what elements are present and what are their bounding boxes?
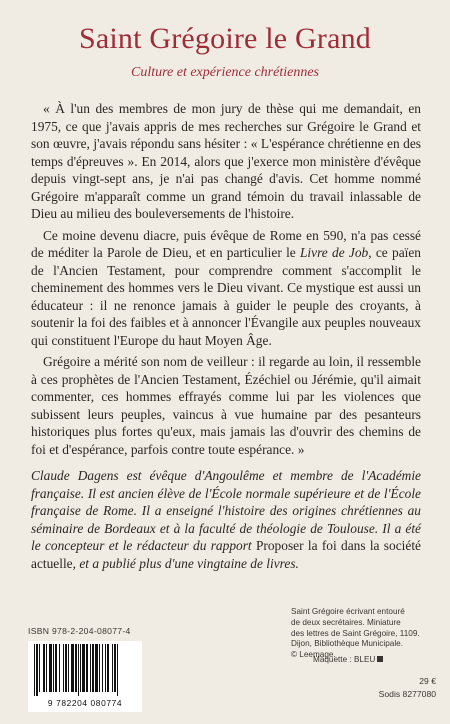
barcode-bar — [65, 644, 67, 692]
barcode-bar — [43, 644, 45, 692]
barcode-bar — [71, 644, 74, 692]
barcode-bar — [34, 644, 35, 696]
blurb-paragraph-1: « À l'un des membres de mon jury de thèse qui me demandait, en 1975, ce que j'avais appris de mes recherches sur Grégoire le Grand et son œuvre, j'avais répondu sans hésiter : « L'espérance chrétienne en des temps d'épreuves ». En 2014, alors que j'exerce mon ministère d'évêque depuis vingt-sept ans, je n'ai pas changé d'avis. Cet homme nommé Grégoire m'apparaît comme un grand témoin du travail inlassable de Dieu au milieu des bouleversements de l'histoire. — [31, 101, 421, 221]
barcode-bar — [102, 644, 103, 692]
barcode-bar — [80, 644, 81, 692]
author-bio-text-1: Claude Dagens est évêque d'Angoulême et membre de l'Académie française. Il est ancien élève de l'École normale supérieure et de l'École française de Rome. Il a enseigné l'histoire des origines chrétiennes au séminaire de Bordeaux et à la faculté de théologie de Toulouse. Il a été le concepteur et le rédacteur du rapport — [31, 468, 421, 553]
caption-line-5: © Leemage. — [291, 650, 336, 660]
barcode-bar — [114, 644, 116, 692]
barcode-bar — [107, 644, 109, 692]
square-icon — [377, 656, 383, 662]
book-subtitle: Culture et expérience chrétiennes — [130, 65, 319, 80]
caption-line-4: Dijon, Bibliothèque Municipale. — [291, 639, 403, 649]
sodis-code: Sodis 8277080 — [378, 689, 436, 699]
barcode-bar — [63, 644, 64, 692]
barcode-bar — [36, 644, 38, 696]
author-bio-text-2: , et a publié plus d'une vingtaine de livres. — [72, 555, 299, 571]
barcode-bar — [49, 644, 52, 692]
barcode-bar — [86, 644, 88, 692]
barcode-bar — [68, 644, 69, 692]
barcode-bar — [55, 644, 57, 692]
barcode-bar — [117, 644, 118, 696]
barcode-bar — [46, 644, 47, 692]
barcode — [28, 641, 142, 712]
price: 29 € — [419, 676, 436, 686]
barcode-bar — [82, 644, 85, 692]
blurb-paragraph-2 — [31, 227, 421, 350]
barcode-bar — [99, 644, 100, 692]
blurb — [31, 100, 421, 462]
barcode-bar — [92, 644, 94, 692]
barcode-bar — [78, 644, 79, 696]
author-bio — [31, 467, 421, 572]
barcode-bar — [105, 644, 106, 692]
illustration-caption — [291, 607, 441, 661]
barcode-bar — [53, 644, 54, 692]
barcode-bar — [59, 644, 60, 692]
maquette-credit — [313, 655, 383, 664]
blurb-paragraph-3: Grégoire a mérité son nom de veilleur : il regarde au loin, il ressemble à ces prophètes de l'Ancien Testament, Ézéchiel ou Jérémie, qu'il aimait commenter, ces hommes effrayés comme lui par les violences que subissent leurs peuples, vaincus à vue humaine par des pesanteurs historiques plus fortes qu'eux, mais jamais las d'ouvrir des chemins de foi et d'espérance, parfois contre toute espérance. » — [31, 354, 421, 457]
blurb-book-reference: Livre de Job — [299, 245, 369, 260]
barcode-digits: 9 782204 080774 — [47, 698, 123, 708]
barcode-bar — [90, 644, 91, 692]
book-title: Saint Grégoire le Grand — [78, 22, 371, 55]
maquette-credit-text: Maquette : BLEU — [313, 655, 376, 664]
author-bio-report-title: Proposer la foi dans la société actuelle — [31, 538, 421, 571]
blurb-paragraph-2-start: Ce moine devenu diacre, puis évêque de Rome en 590, n'a pas cessé de méditer la Parole de Dieu, et en particulier le — [31, 227, 421, 260]
barcode-bar — [39, 644, 40, 692]
barcode-bar — [112, 644, 113, 692]
barcode-bar — [75, 644, 77, 692]
caption-line-2: de deux secrétaires. Miniature — [291, 617, 401, 627]
barcode-bar — [95, 644, 98, 692]
caption-line-1: Saint Grégoire écrivant entouré — [291, 607, 405, 616]
blurb-paragraph-2-end: , ce païen de l'Ancien Testament, pour comprendre comment s'accomplit le cheminement des hommes vers le Dieu vivant. Ce mystique est aussi un éducateur : il ne renonce jamais à guider le peuple des croyants, à soutenir la foi des faibles et à annoncer l'Évangile aux peuples nouveaux qui constituent l'Europe du haut Moyen Âge. — [31, 245, 421, 348]
barcode-bars — [28, 641, 142, 697]
isbn-label: ISBN 978-2-204-08077-4 — [28, 626, 131, 636]
caption-line-3: des lettres de Saint Grégoire, 1109. — [291, 628, 420, 638]
